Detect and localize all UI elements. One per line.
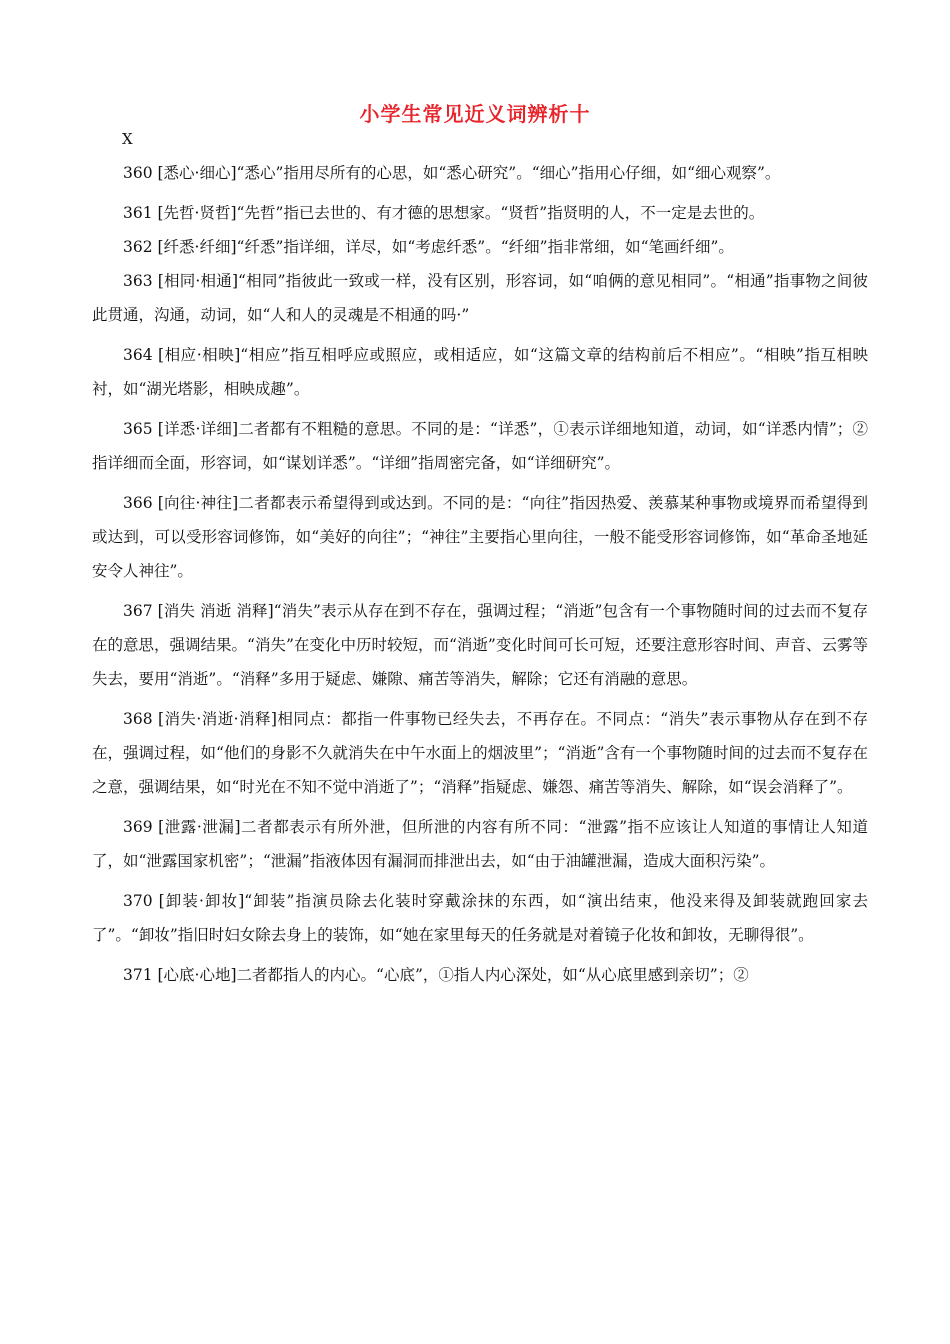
document-body — [92, 156, 868, 998]
page-subtitle: X — [122, 130, 133, 148]
page-title: 小学生常见近义词辨析十 — [359, 102, 591, 126]
entry-368: 368 [消失·消逝·消释]相同点：都指一件事物已经失去，不再存在。不同点：“消失”表示事物从存在到不存在，强调过程，如“他们的身影不久就消失在中午水面上的烟波里”；“消逝”含有一个事物随时间的过去而不复存在之意，强调结果，如“时光在不知不觉中消逝了”；“消释”指疑虑、嫌怨、痛苦等消失、解除，如“误会消释了”。 — [92, 710, 868, 796]
entry-364: 364 [相应·相映]“相应”指互相呼应或照应，或相适应，如“这篇文章的结构前后不相应”。“相映”指互相映衬，如“湖光塔影，相映成趣”。 — [92, 346, 868, 398]
entry-367: 367 [消失 消逝 消释]“消失”表示从存在到不存在，强调过程；“消逝”包含有一个事物随时间的过去而不复存在的意思，强调结果。“消失”在变化中历时较短，而“消逝”变化时间可长可短，还要注意形容时间、声音、云雾等失去，要用“消逝”。“消释”多用于疑虑、嫌隙、痛苦等消失，解除；它还有消融的意思。 — [92, 602, 868, 688]
entry-362: 362 [纤悉·纤细]“纤悉”指详细，详尽，如“考虑纤悉”。“纤细”指非常细，如“笔画纤细”。 — [123, 238, 734, 256]
entry-371: 371 [心底·心地]二者都指人的内心。“心底”，①指人内心深处，如“从心底里感到亲切”；② — [123, 966, 749, 984]
entry-369: 369 [泄露·泄漏]二者都表示有所外泄，但所泄的内容有所不同：“泄露”指不应该让人知道的事情让人知道了，如“泄露国家机密”；“泄漏”指液体因有漏洞而排泄出去，如“由于油罐泄漏，造成大面积污染”。 — [92, 818, 868, 870]
entry-360: 360 [悉心·细心]“悉心”指用尽所有的心思，如“悉心研究”。“细心”指用心仔细，如“细心观察”。 — [123, 164, 781, 182]
entry-363: 363 [相同·相通]“相同”指彼此一致或一样，没有区别，形容词，如“咱俩的意见相同”。“相通”指事物之间彼此贯通，沟通，动词，如“人和人的灵魂是不相通的吗·” — [92, 272, 868, 324]
entry-365: 365 [详悉·详细]二者都有不粗糙的意思。不同的是：“详悉”，①表示详细地知道，动词，如“详悉内情”；②指详细而全面，形容词，如“谋划详悉”。“详细”指周密完备，如“详细研究”。 — [92, 420, 868, 472]
entry-361: 361 [先哲·贤哲]“先哲”指已去世的、有才德的思想家。“贤哲”指贤明的人，不一定是去世的。 — [123, 204, 765, 222]
entry-366: 366 [向往·神往]二者都表示希望得到或达到。不同的是：“向往”指因热爱、羡慕某种事物或境界而希望得到或达到，可以受形容词修饰，如“美好的向往”；“神往”主要指心里向往，一般不能受形容词修饰，如“革命圣地延安令人神往”。 — [92, 494, 868, 580]
entry-370: 370 [卸装·卸妆]“卸装”指演员除去化装时穿戴涂抹的东西，如“演出结束，他没来得及卸装就跑回家去了”。“卸妆”指旧时妇女除去身上的装饰，如“她在家里每天的任务就是对着镜子化妆和卸妆，无聊得很”。 — [92, 892, 868, 944]
